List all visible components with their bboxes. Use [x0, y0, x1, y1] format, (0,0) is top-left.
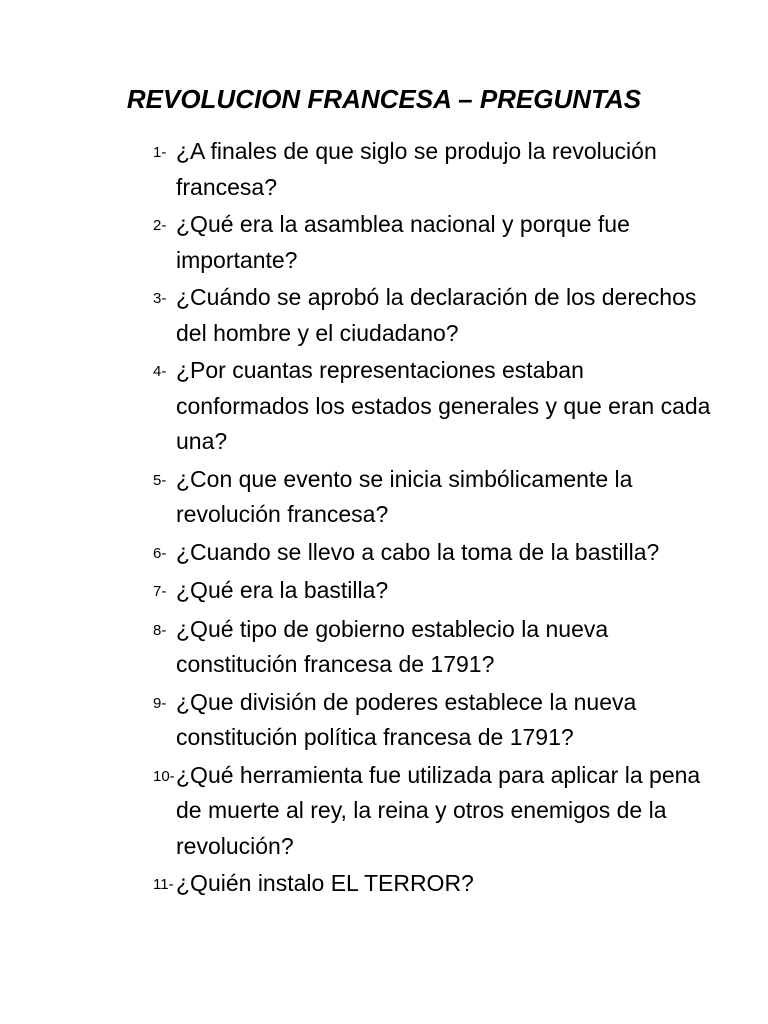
question-item [153, 280, 713, 351]
page-title: REVOLUCION FRANCESA – PREGUNTAS [126, 84, 642, 114]
question-number: 11- [153, 876, 174, 893]
question-item [153, 134, 713, 205]
question-text: ¿Que división de poderes establece la nueva constitución política francesa de 1791? [176, 688, 637, 750]
question-item [153, 462, 713, 533]
question-number: 2- [153, 217, 167, 234]
question-number: 5- [153, 471, 167, 489]
question-text: ¿Cuando se llevo a cabo la toma de la bastilla? [176, 538, 660, 565]
question-number: 10- [153, 767, 175, 785]
question-item [153, 535, 713, 572]
question-item [153, 353, 713, 460]
question-text: ¿Qué tipo de gobierno establecio la nueva constitución francesa de 1791? [176, 615, 609, 677]
question-text: ¿Quién instalo EL TERROR? [176, 870, 474, 896]
question-number: 6- [153, 544, 167, 562]
question-text: ¿Cuándo se aprobó la declaración de los derechos del hombre y el ciudadano? [176, 284, 697, 346]
question-text: ¿A finales de que siglo se produjo la revolución francesa? [176, 138, 657, 200]
question-number: 7- [153, 583, 167, 600]
question-number: 1- [153, 144, 167, 161]
question-text: ¿Por cuantas representaciones estaban conformados los estados generales y que eran cada una? [176, 357, 711, 454]
question-item [153, 758, 713, 865]
question-number: 4- [153, 363, 167, 380]
question-number: 8- [153, 621, 167, 639]
question-item [153, 573, 713, 610]
question-text: ¿Qué herramienta fue utilizada para aplicar la pena de muerte al rey, la reina y otros enemigos de la revolución? [176, 761, 701, 859]
question-item [153, 612, 713, 683]
question-item [153, 207, 713, 278]
question-item [153, 685, 713, 756]
question-number: 9- [153, 694, 167, 712]
question-text: ¿Qué era la asamblea nacional y porque fue importante? [176, 211, 630, 273]
question-text: ¿Qué era la bastilla? [176, 577, 389, 603]
question-number: 3- [153, 290, 167, 307]
question-item [153, 866, 713, 903]
question-list [153, 134, 713, 905]
question-text: ¿Con que evento se inicia simbólicamente la revolución francesa? [176, 465, 633, 527]
